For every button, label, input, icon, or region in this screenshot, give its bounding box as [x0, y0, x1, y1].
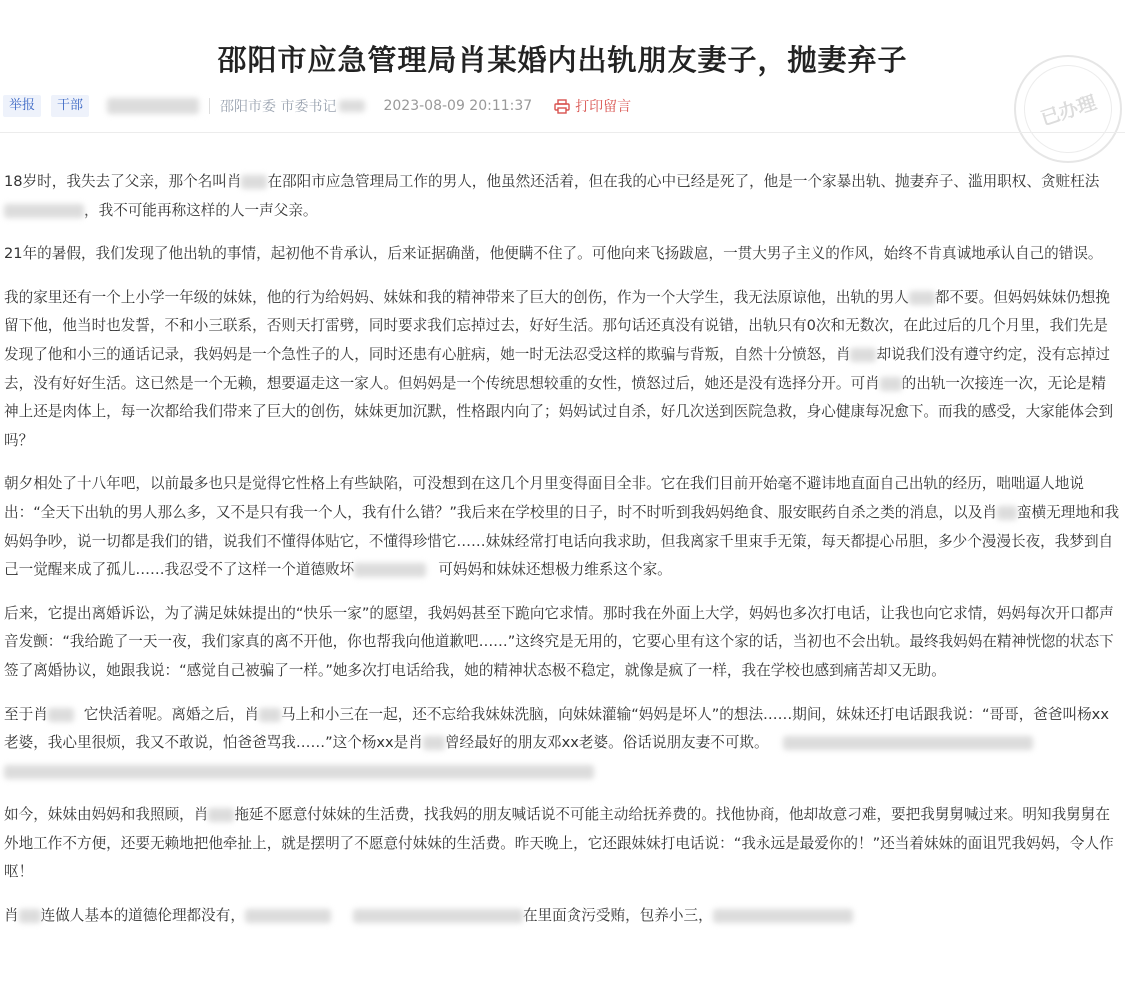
text-segment: 如今，妹妹由妈妈和我照顾，肖	[4, 806, 209, 824]
redaction	[241, 175, 267, 189]
text-segment: ，我不可能再称这样的人一声父亲。	[84, 201, 318, 219]
text-segment: 我的家里还有一个上小学一年级的妹妹，他的行为给妈妈、妹妹和我的精神带来了巨大的创伤，作为一个大学生，我无法原谅他，出轨的男人	[4, 288, 909, 306]
text-segment: 朝夕相处了十八年吧，以前最多也只是觉得它性格上有些缺陷，可没想到在这几个月里变得面目全非。它在我们目前开始毫不避讳地直面自己出轨的经历，咄咄逼人地说出：“全天下出轨的男人那么多，又不是只有我一个人，我有什么错？”我后来在学校里的日子，时不时听到我妈妈绝食、服安眠药自杀之类的消息，以及肖	[4, 475, 1084, 521]
author-redacted	[107, 98, 199, 114]
meta-bar	[3, 93, 763, 119]
target-redacted	[339, 100, 365, 112]
tag-cadre[interactable]: 干部	[51, 95, 89, 117]
text-segment: 蛮横无理地和我妈妈争吵，说一切都是我们的错，说我们不懂得体贴它，不懂得珍惜它……妹妹经常打电话向我求助，但我离家千里束手无策，每天都提心吊胆，多少个漫漫长夜，我梦到自己一觉醒来成了孤儿……我忍受不了这样一个道德败坏	[4, 503, 1120, 579]
text-segment: 都不要。但妈妈妹妹仍想挽留下他，他当时也发誓，不和小三联系，否则天打雷劈，同时要求我们忘掉过去，好好生活。那句话还真没有说错，出轨只有0次和无数次，在此过后的几个月里，我们先是发现了他和小三的通话记录，我妈妈是一个急性子的人，同时还患有心脏病，她一时无法忍受这样的欺骗与背叛，自然十分愤怒，肖	[4, 288, 1110, 363]
header-divider	[0, 132, 1125, 133]
processed-stamp	[1014, 55, 1122, 163]
redaction	[245, 909, 331, 923]
text-segment: 它快活着呢。离婚之后，肖	[83, 705, 259, 723]
tag-report[interactable]: 举报	[3, 95, 41, 117]
printer-icon	[554, 99, 570, 114]
print-button[interactable]	[554, 96, 631, 116]
message-target[interactable]: 邵阳市委 市委书记	[220, 99, 337, 115]
redaction	[909, 291, 935, 305]
text-segment: 拖延不愿意付妹妹的生活费，找我妈的朋友喊话说不可能主动给抚养费的。找他协商，他却故意刁难，要把我舅舅喊过来。明知我舅舅在外地工作不方便，还要无赖地把他牵扯上，就是摆明了不愿意付妹妹的生活费。昨天晚上，它还跟妹妹打电话说：“我永远是最爱你的！”还当着妹妹的面诅咒我妈妈，令人作呕！	[4, 806, 1114, 881]
redaction	[880, 377, 902, 391]
redaction	[4, 765, 594, 779]
text-segment: 马上和小三在一起，还不忘给我妹妹洗脑，向妹妹灌输“妈妈是坏人”的想法……期间，妹妹还打电话跟我说：“哥哥，爸爸叫杨xx老婆，我心里很烦，我又不敢说，怕爸爸骂我……”这个杨xx是肖	[4, 705, 1109, 752]
text-segment: 在里面贪污受贿，包养小三，	[522, 907, 713, 925]
text-segment: 却说我们没有遵守约定，没有忘掉过去，没有好好生活。这已然是一个无赖，想要逼走这一家人。但妈妈是一个传统思想较重的女性，愤怒过后，她还是没有选择分开。可肖	[4, 345, 1110, 392]
text-segment: 在邵阳市应急管理局工作的男人，他虽然还活着，但在我的心中已经是死了，他是一个家暴出轨、抛妻弃子、滥用职权、贪赃枉法	[267, 173, 1100, 190]
redaction	[19, 909, 41, 923]
paragraph-4	[4, 470, 1120, 584]
redaction	[353, 909, 523, 923]
page-title: 邵阳市应急管理局肖某婚内出轨朋友妻子，抛妻弃子	[217, 43, 908, 77]
message-body	[4, 168, 1120, 946]
redaction	[48, 708, 74, 722]
text-segment: 至于肖	[4, 705, 48, 723]
post-date: 2023-08-09 20:11:37	[383, 98, 533, 114]
stamp-text: 已办理	[1013, 54, 1124, 165]
redaction	[423, 736, 445, 750]
redaction	[850, 348, 876, 362]
text-segment: 18岁时，我失去了父亲，那个名叫肖	[4, 173, 242, 190]
redaction	[997, 506, 1017, 520]
paragraph-6	[4, 701, 1120, 787]
redaction	[354, 563, 426, 577]
text-segment: 可妈妈和妹妹还想极力维系这个家。	[438, 561, 672, 579]
paragraph-5: 后来，它提出离婚诉讼，为了满足妹妹提出的“快乐一家”的愿望，我妈妈甚至下跪向它求情。那时我在外面上大学，妈妈也多次打电话，让我也向它求情，妈妈每次开口都声音发颤：“我给跪了一天一夜，我们家真的离不开他，你也帮我向他道歉吧……”这终究是无用的，它要心里有这个家的话，当初也不会出轨。最终我妈妈在精神恍惚的状态下签了离婚协议，她跟我说：“感觉自己被骗了一样。”她多次打电话给我，她的精神状态极不稳定，就像是疯了一样，我在学校也感到痛苦却又无助。	[4, 604, 1114, 679]
redaction	[259, 708, 281, 722]
text-segment: 连做人基本的道德伦理都没有，	[40, 907, 245, 925]
redaction	[713, 909, 853, 923]
redaction	[208, 808, 234, 822]
redaction	[783, 736, 1033, 750]
redaction	[4, 204, 84, 218]
text-segment: 的出轨一次接连一次，无论是精神上还是肉体上，每一次都给我们带来了巨大的创伤，妹妹更加沉默，性格跟内向了；妈妈试过自杀，好几次送到医院急救，身心健康每况愈下。而我的感受，大家能体会到吗？	[4, 374, 1114, 449]
text-segment: 曾经最好的朋友邓xx老婆。俗话说朋友妻不可欺。	[444, 734, 769, 752]
paragraph-2: 21年的暑假，我们发现了他出轨的事情，起初他不肯承认，后来证据确凿，他便瞒不住了。可他向来飞扬跋扈，一贯大男子主义的作风，始终不肯真诚地承认自己的错误。	[4, 245, 1103, 263]
paragraph-7	[4, 801, 1120, 887]
print-label: 打印留言	[575, 99, 632, 115]
meta-divider	[209, 98, 210, 114]
text-segment: 肖	[4, 907, 19, 925]
paragraph-3	[4, 284, 1120, 456]
paragraph-8	[4, 902, 1120, 931]
paragraph-1	[4, 168, 1120, 225]
